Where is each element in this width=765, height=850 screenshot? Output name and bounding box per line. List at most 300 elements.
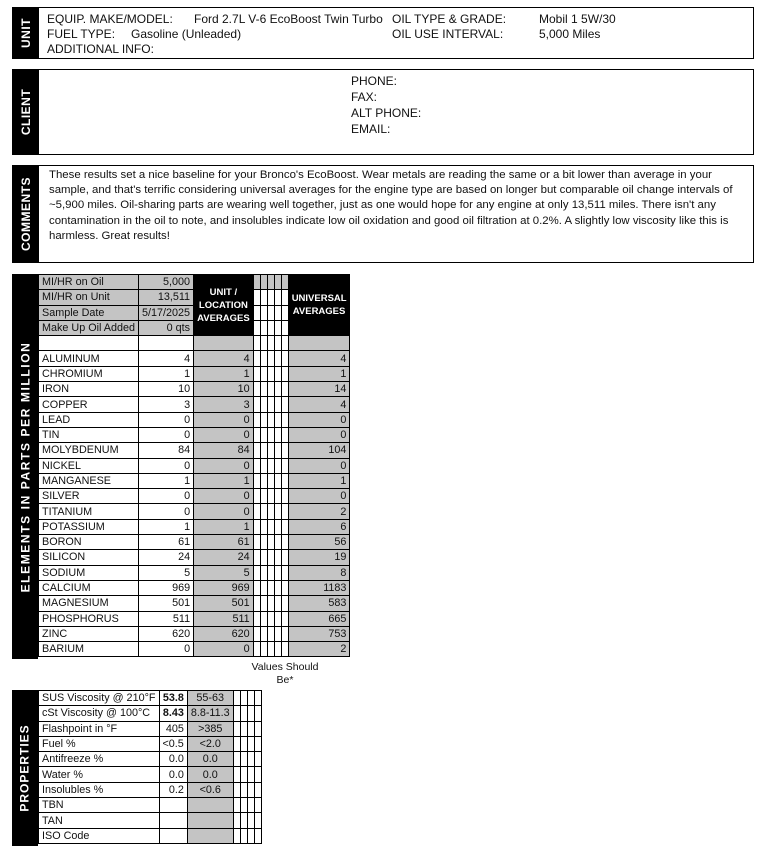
fuel-type-value: Gasoline (Unleaded) bbox=[131, 27, 242, 41]
empty-cell bbox=[267, 458, 274, 473]
element-row bbox=[39, 535, 350, 550]
property-should-be: >385 bbox=[187, 721, 233, 736]
info-label: Sample Date bbox=[39, 305, 139, 320]
empty-cell bbox=[281, 611, 288, 626]
empty-cell bbox=[274, 336, 281, 351]
element-name: CHROMIUM bbox=[39, 366, 139, 381]
property-should-be: <0.6 bbox=[187, 782, 233, 797]
property-name: Fuel % bbox=[39, 736, 160, 751]
element-name: NICKEL bbox=[39, 458, 139, 473]
empty-cell bbox=[253, 626, 260, 641]
empty-cell bbox=[267, 427, 274, 442]
empty-cell bbox=[274, 366, 281, 381]
element-universal: 0 bbox=[288, 412, 350, 427]
empty-cell bbox=[267, 290, 274, 305]
empty-cell bbox=[253, 504, 260, 519]
element-row bbox=[39, 626, 350, 641]
element-unit-avg: 501 bbox=[194, 596, 254, 611]
empty-cell bbox=[267, 550, 274, 565]
empty-cell bbox=[274, 351, 281, 366]
empty-cell bbox=[267, 336, 274, 351]
element-name: ALUMINUM bbox=[39, 351, 139, 366]
empty-cell bbox=[274, 565, 281, 580]
empty-cell bbox=[254, 752, 261, 767]
element-name: ZINC bbox=[39, 626, 139, 641]
empty-cell bbox=[247, 782, 254, 797]
empty-cell bbox=[254, 706, 261, 721]
empty-cell bbox=[274, 397, 281, 412]
element-sample: 61 bbox=[139, 535, 194, 550]
empty-cell bbox=[274, 275, 281, 290]
element-universal: 1 bbox=[288, 366, 350, 381]
empty-cell bbox=[281, 305, 288, 320]
empty-cell bbox=[260, 275, 267, 290]
empty-cell bbox=[281, 550, 288, 565]
empty-cell bbox=[274, 535, 281, 550]
element-row bbox=[39, 458, 350, 473]
element-row bbox=[39, 443, 350, 458]
element-universal: 4 bbox=[288, 351, 350, 366]
empty-cell bbox=[253, 565, 260, 580]
element-row bbox=[39, 412, 350, 427]
empty-cell bbox=[253, 320, 260, 335]
empty-cell bbox=[254, 813, 261, 828]
element-row bbox=[39, 366, 350, 381]
comments-section bbox=[12, 165, 754, 263]
empty-cell bbox=[274, 412, 281, 427]
element-name: BORON bbox=[39, 535, 139, 550]
element-row bbox=[39, 642, 350, 657]
properties-side-text: PROPERTIES bbox=[18, 724, 33, 812]
empty-cell bbox=[254, 767, 261, 782]
empty-cell bbox=[253, 351, 260, 366]
empty-cell bbox=[253, 427, 260, 442]
element-name: MOLYBDENUM bbox=[39, 443, 139, 458]
empty-cell bbox=[240, 752, 247, 767]
element-sample: 501 bbox=[139, 596, 194, 611]
empty-cell bbox=[260, 320, 267, 335]
empty-cell bbox=[254, 782, 261, 797]
info-value: 5,000 bbox=[139, 275, 194, 290]
property-should-be: 8.8-11.3 bbox=[187, 706, 233, 721]
empty-cell bbox=[260, 550, 267, 565]
empty-cell bbox=[260, 535, 267, 550]
element-unit-avg: 969 bbox=[194, 580, 254, 595]
element-row bbox=[39, 382, 350, 397]
element-universal: 2 bbox=[288, 504, 350, 519]
element-sample: 620 bbox=[139, 626, 194, 641]
empty-cell bbox=[260, 382, 267, 397]
client-side-text: CLIENT bbox=[19, 88, 33, 136]
element-sample: 969 bbox=[139, 580, 194, 595]
empty-cell bbox=[254, 721, 261, 736]
property-name: Flashpoint in °F bbox=[39, 721, 160, 736]
comments-text: These results set a nice baseline for your Bronco's EcoBoost. Wear metals are reading the same or a bit lower than average in your sample, and that's terrific considering universal averages for the engine type are based on longer but comparable oil change intervals of ~5,900 miles. Oil-sharing parts are wearing well together, just as one would hope for any engine at only 13,511 miles. There isn't any contamination in the oil to note, and insolubles indicate low oil oxidation and good oil filtration at 0.2%. A slightly low viscosity like this is harmless. Great results! bbox=[49, 169, 733, 242]
elements-side-label bbox=[12, 274, 38, 659]
property-value bbox=[159, 813, 187, 828]
alt-phone-label: ALT PHONE: bbox=[351, 106, 422, 120]
empty-cell bbox=[260, 580, 267, 595]
element-row bbox=[39, 580, 350, 595]
property-name: TAN bbox=[39, 813, 160, 828]
element-name: MANGANESE bbox=[39, 473, 139, 488]
element-universal: 0 bbox=[288, 427, 350, 442]
element-unit-avg: 10 bbox=[194, 382, 254, 397]
empty-cell bbox=[247, 721, 254, 736]
email-label: EMAIL: bbox=[351, 122, 391, 136]
empty-cell bbox=[253, 443, 260, 458]
property-row bbox=[39, 782, 262, 797]
element-sample: 84 bbox=[139, 443, 194, 458]
property-name: cSt Viscosity @ 100°C bbox=[39, 706, 160, 721]
element-unit-avg: 1 bbox=[194, 473, 254, 488]
empty-cell bbox=[281, 596, 288, 611]
empty-cell bbox=[260, 366, 267, 381]
empty-cell bbox=[274, 642, 281, 657]
empty-cell bbox=[267, 642, 274, 657]
property-name: Water % bbox=[39, 767, 160, 782]
empty-cell bbox=[260, 336, 267, 351]
empty-cell bbox=[139, 336, 194, 351]
property-value: 405 bbox=[159, 721, 187, 736]
empty-cell bbox=[281, 366, 288, 381]
element-name: MAGNESIUM bbox=[39, 596, 139, 611]
empty-cell bbox=[233, 798, 240, 813]
empty-cell bbox=[240, 782, 247, 797]
element-universal: 0 bbox=[288, 458, 350, 473]
empty-cell bbox=[267, 382, 274, 397]
empty-cell bbox=[240, 828, 247, 843]
property-row bbox=[39, 736, 262, 751]
empty-cell bbox=[233, 706, 240, 721]
element-name: IRON bbox=[39, 382, 139, 397]
info-value: 5/17/2025 bbox=[139, 305, 194, 320]
empty-cell bbox=[247, 767, 254, 782]
empty-cell bbox=[281, 320, 288, 335]
empty-cell bbox=[253, 519, 260, 534]
empty-cell bbox=[281, 290, 288, 305]
property-should-be bbox=[187, 813, 233, 828]
empty-cell bbox=[260, 626, 267, 641]
empty-cell bbox=[267, 412, 274, 427]
element-universal: 6 bbox=[288, 519, 350, 534]
element-row bbox=[39, 519, 350, 534]
element-unit-avg: 1 bbox=[194, 519, 254, 534]
element-name: CALCIUM bbox=[39, 580, 139, 595]
element-sample: 24 bbox=[139, 550, 194, 565]
additional-info-label: ADDITIONAL INFO: bbox=[47, 42, 154, 56]
property-should-be bbox=[187, 798, 233, 813]
empty-cell bbox=[267, 366, 274, 381]
property-row bbox=[39, 767, 262, 782]
element-sample: 0 bbox=[139, 412, 194, 427]
element-sample: 0 bbox=[139, 504, 194, 519]
empty-cell bbox=[253, 596, 260, 611]
empty-cell bbox=[260, 642, 267, 657]
properties-side-label bbox=[12, 690, 38, 846]
empty-cell bbox=[233, 828, 240, 843]
element-unit-avg: 24 bbox=[194, 550, 254, 565]
fuel-type-label: FUEL TYPE: bbox=[47, 27, 116, 41]
empty-cell bbox=[240, 721, 247, 736]
property-should-be: 0.0 bbox=[187, 752, 233, 767]
property-value: 0.0 bbox=[159, 752, 187, 767]
property-name: TBN bbox=[39, 798, 160, 813]
empty-cell bbox=[233, 752, 240, 767]
element-universal: 1 bbox=[288, 473, 350, 488]
element-name: SILVER bbox=[39, 489, 139, 504]
empty-cell bbox=[267, 275, 274, 290]
empty-cell bbox=[240, 691, 247, 706]
element-name: POTASSIUM bbox=[39, 519, 139, 534]
empty-cell bbox=[233, 813, 240, 828]
property-value: <0.5 bbox=[159, 736, 187, 751]
empty-cell bbox=[253, 642, 260, 657]
element-row bbox=[39, 473, 350, 488]
empty-cell bbox=[281, 336, 288, 351]
empty-cell bbox=[281, 458, 288, 473]
empty-cell bbox=[233, 721, 240, 736]
empty-cell bbox=[274, 580, 281, 595]
element-row bbox=[39, 489, 350, 504]
empty-cell bbox=[281, 626, 288, 641]
property-value: 0.2 bbox=[159, 782, 187, 797]
properties-table bbox=[38, 690, 262, 844]
element-unit-avg: 61 bbox=[194, 535, 254, 550]
element-universal: 0 bbox=[288, 489, 350, 504]
empty-cell bbox=[240, 813, 247, 828]
element-unit-avg: 84 bbox=[194, 443, 254, 458]
property-should-be: 0.0 bbox=[187, 767, 233, 782]
element-sample: 0 bbox=[139, 458, 194, 473]
element-universal: 4 bbox=[288, 397, 350, 412]
property-row bbox=[39, 752, 262, 767]
element-sample: 0 bbox=[139, 489, 194, 504]
empty-cell bbox=[274, 382, 281, 397]
unit-section bbox=[12, 7, 754, 59]
empty-cell bbox=[253, 382, 260, 397]
element-name: TIN bbox=[39, 427, 139, 442]
element-row bbox=[39, 596, 350, 611]
property-value: 0.0 bbox=[159, 767, 187, 782]
element-sample: 1 bbox=[139, 366, 194, 381]
empty-cell bbox=[233, 691, 240, 706]
empty-cell bbox=[274, 443, 281, 458]
empty-cell bbox=[267, 580, 274, 595]
empty-cell bbox=[253, 397, 260, 412]
empty-cell bbox=[274, 611, 281, 626]
element-unit-avg: 0 bbox=[194, 489, 254, 504]
element-name: PHOSPHORUS bbox=[39, 611, 139, 626]
empty-cell bbox=[281, 580, 288, 595]
element-row bbox=[39, 550, 350, 565]
unit-averages-header: UNIT / LOCATION AVERAGES bbox=[194, 275, 254, 336]
empty-cell bbox=[247, 828, 254, 843]
empty-cell bbox=[253, 535, 260, 550]
empty-cell bbox=[274, 504, 281, 519]
element-sample: 5 bbox=[139, 565, 194, 580]
empty-cell bbox=[267, 611, 274, 626]
client-side-label bbox=[13, 70, 39, 154]
element-unit-avg: 620 bbox=[194, 626, 254, 641]
info-row bbox=[39, 275, 350, 290]
element-unit-avg: 0 bbox=[194, 427, 254, 442]
element-name: SODIUM bbox=[39, 565, 139, 580]
empty-cell bbox=[260, 458, 267, 473]
empty-cell bbox=[274, 305, 281, 320]
element-name: LEAD bbox=[39, 412, 139, 427]
comments-side-text: COMMENTS bbox=[19, 177, 33, 251]
empty-cell bbox=[267, 504, 274, 519]
empty-cell bbox=[281, 351, 288, 366]
empty-cell bbox=[267, 320, 274, 335]
element-universal: 104 bbox=[288, 443, 350, 458]
element-sample: 4 bbox=[139, 351, 194, 366]
empty-cell bbox=[260, 351, 267, 366]
element-universal: 19 bbox=[288, 550, 350, 565]
empty-cell bbox=[240, 736, 247, 751]
empty-cell bbox=[260, 443, 267, 458]
empty-cell bbox=[260, 611, 267, 626]
empty-cell bbox=[267, 535, 274, 550]
property-name: ISO Code bbox=[39, 828, 160, 843]
element-unit-avg: 4 bbox=[194, 351, 254, 366]
empty-cell bbox=[260, 305, 267, 320]
empty-cell bbox=[254, 691, 261, 706]
empty-cell bbox=[281, 412, 288, 427]
empty-cell bbox=[247, 736, 254, 751]
empty-cell bbox=[274, 473, 281, 488]
empty-cell bbox=[267, 519, 274, 534]
oil-type-label: OIL TYPE & GRADE: bbox=[392, 12, 507, 26]
empty-cell bbox=[247, 798, 254, 813]
empty-cell bbox=[260, 565, 267, 580]
fax-label: FAX: bbox=[351, 90, 378, 104]
empty-cell bbox=[247, 813, 254, 828]
client-section bbox=[12, 69, 754, 155]
element-row bbox=[39, 565, 350, 580]
element-unit-avg: 0 bbox=[194, 504, 254, 519]
empty-cell bbox=[260, 473, 267, 488]
info-label: MI/HR on Oil bbox=[39, 275, 139, 290]
empty-cell bbox=[260, 290, 267, 305]
element-sample: 3 bbox=[139, 397, 194, 412]
empty-cell bbox=[281, 535, 288, 550]
element-row bbox=[39, 397, 350, 412]
property-should-be: 55-63 bbox=[187, 691, 233, 706]
element-unit-avg: 511 bbox=[194, 611, 254, 626]
empty-cell bbox=[253, 305, 260, 320]
empty-cell bbox=[274, 519, 281, 534]
property-should-be: <2.0 bbox=[187, 736, 233, 751]
empty-cell bbox=[253, 275, 260, 290]
comments-side-label bbox=[13, 166, 39, 262]
empty-cell bbox=[253, 412, 260, 427]
element-unit-avg: 5 bbox=[194, 565, 254, 580]
element-universal: 8 bbox=[288, 565, 350, 580]
property-value bbox=[159, 828, 187, 843]
empty-cell bbox=[260, 412, 267, 427]
empty-cell bbox=[253, 550, 260, 565]
element-sample: 1 bbox=[139, 473, 194, 488]
element-row bbox=[39, 504, 350, 519]
empty-cell bbox=[240, 706, 247, 721]
empty-cell bbox=[267, 443, 274, 458]
empty-cell bbox=[260, 519, 267, 534]
empty-cell bbox=[267, 489, 274, 504]
empty-cell bbox=[281, 489, 288, 504]
empty-cell bbox=[281, 473, 288, 488]
unit-side-label bbox=[13, 8, 39, 58]
empty-cell bbox=[253, 473, 260, 488]
info-value: 13,511 bbox=[139, 290, 194, 305]
empty-cell bbox=[260, 489, 267, 504]
empty-cell bbox=[233, 782, 240, 797]
empty-cell bbox=[267, 626, 274, 641]
empty-cell bbox=[281, 504, 288, 519]
empty-cell bbox=[274, 290, 281, 305]
empty-cell bbox=[233, 767, 240, 782]
property-name: Antifreeze % bbox=[39, 752, 160, 767]
element-name: COPPER bbox=[39, 397, 139, 412]
element-name: BARIUM bbox=[39, 642, 139, 657]
empty-cell bbox=[253, 458, 260, 473]
empty-cell bbox=[274, 458, 281, 473]
elements-side-text: ELEMENTS IN PARTS PER MILLION bbox=[18, 341, 33, 592]
make-model-label: EQUIP. MAKE/MODEL: bbox=[47, 12, 173, 26]
empty-cell bbox=[281, 519, 288, 534]
empty-cell bbox=[267, 596, 274, 611]
empty-cell bbox=[254, 828, 261, 843]
element-universal: 56 bbox=[288, 535, 350, 550]
property-value: 53.8 bbox=[159, 691, 187, 706]
empty-cell bbox=[240, 767, 247, 782]
empty-cell bbox=[194, 336, 254, 351]
element-row bbox=[39, 351, 350, 366]
empty-cell bbox=[281, 427, 288, 442]
empty-cell bbox=[254, 736, 261, 751]
element-unit-avg: 0 bbox=[194, 642, 254, 657]
element-universal: 14 bbox=[288, 382, 350, 397]
element-sample: 511 bbox=[139, 611, 194, 626]
element-unit-avg: 0 bbox=[194, 458, 254, 473]
empty-cell bbox=[253, 366, 260, 381]
empty-cell bbox=[247, 691, 254, 706]
element-unit-avg: 1 bbox=[194, 366, 254, 381]
info-label: MI/HR on Unit bbox=[39, 290, 139, 305]
empty-cell bbox=[253, 580, 260, 595]
empty-cell bbox=[281, 382, 288, 397]
empty-cell bbox=[247, 752, 254, 767]
element-unit-avg: 0 bbox=[194, 412, 254, 427]
empty-cell bbox=[274, 596, 281, 611]
empty-cell bbox=[274, 320, 281, 335]
property-value: 8.43 bbox=[159, 706, 187, 721]
empty-cell bbox=[267, 397, 274, 412]
empty-cell bbox=[253, 290, 260, 305]
property-row bbox=[39, 798, 262, 813]
property-row bbox=[39, 721, 262, 736]
empty-cell bbox=[281, 397, 288, 412]
make-model-value: Ford 2.7L V-6 EcoBoost Twin Turbo bbox=[194, 12, 383, 26]
oil-interval-label: OIL USE INTERVAL: bbox=[392, 27, 504, 41]
element-sample: 1 bbox=[139, 519, 194, 534]
empty-cell bbox=[233, 736, 240, 751]
empty-cell bbox=[281, 565, 288, 580]
oil-type-value: Mobil 1 5W/30 bbox=[539, 12, 616, 26]
unit-side-text: UNIT bbox=[19, 18, 33, 48]
property-name: Insolubles % bbox=[39, 782, 160, 797]
